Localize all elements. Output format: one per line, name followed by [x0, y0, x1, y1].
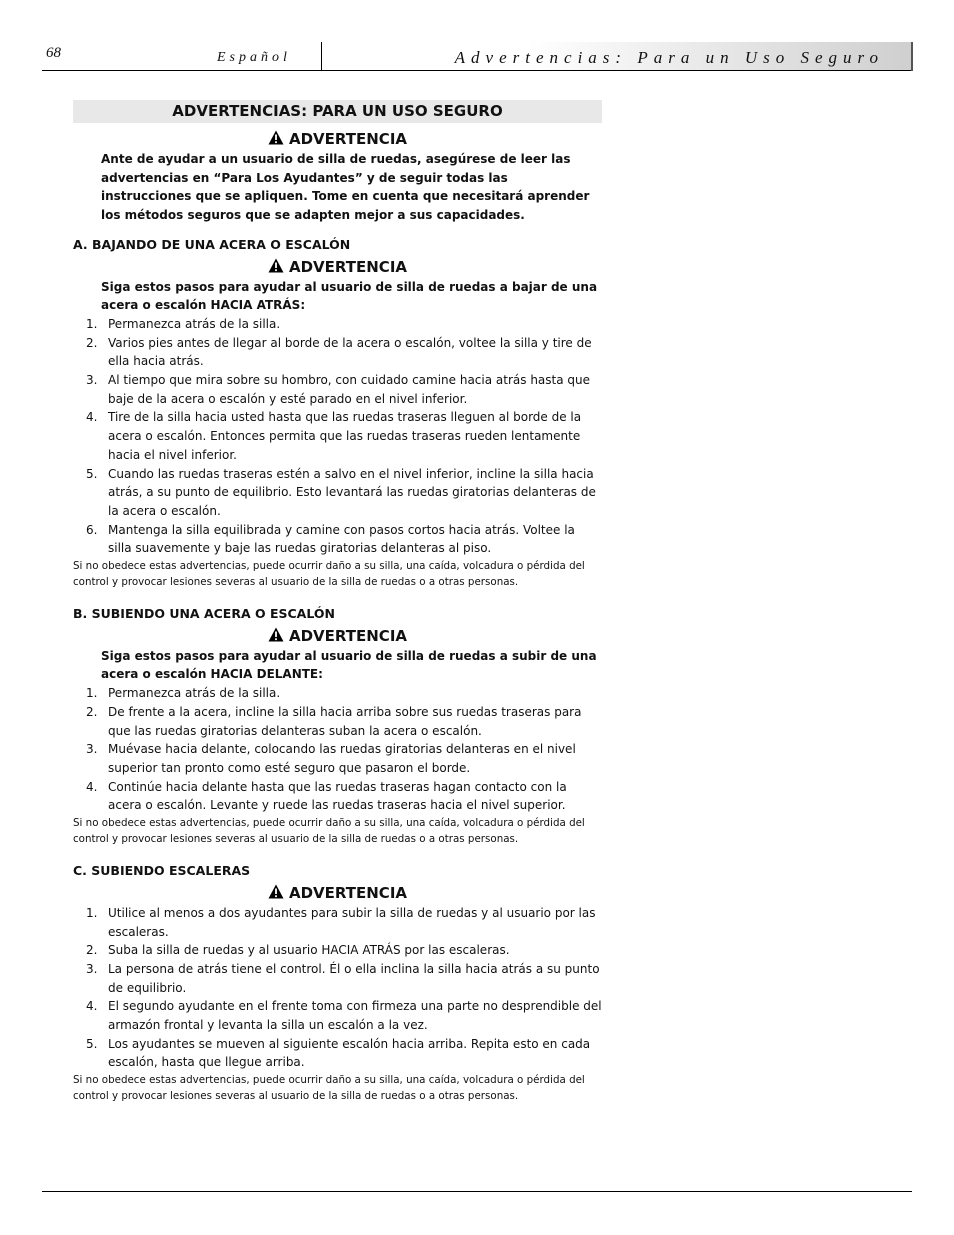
- list-item: [73, 960, 602, 997]
- warning-triangle-icon: [268, 130, 284, 145]
- warning-heading: [73, 626, 602, 646]
- section-c-title: C. SUBIENDO ESCALERAS: [73, 863, 251, 879]
- step-text: El segundo ayudante en el frente toma con firmeza una parte no desprendible del armazón frontal y levanta la silla un escalón a la vez.: [108, 999, 602, 1033]
- step-number: 1.: [86, 316, 98, 331]
- section-a-steps: [73, 315, 602, 558]
- section-a-title: A. BAJANDO DE UNA ACERA O ESCALÓN: [73, 236, 351, 252]
- list-item: [73, 1035, 602, 1072]
- warning-heading: [73, 883, 602, 903]
- section-b-title: B. SUBIENDO UNA ACERA O ESCALÓN: [73, 606, 335, 622]
- step-number: 4.: [86, 999, 98, 1014]
- step-text: Mantenga la silla equilibrada y camine con pasos cortos hacia atrás. Voltee la silla suavemente y baje las ruedas giratorias delanteras al piso.: [108, 522, 575, 556]
- page-title: ADVERTENCIAS: PARA UN USO SEGURO: [73, 100, 602, 123]
- step-number: 5.: [86, 466, 98, 481]
- main-content: [73, 100, 602, 1104]
- section-language: Español: [217, 50, 291, 65]
- list-item: [73, 315, 602, 334]
- step-number: 3.: [86, 373, 98, 388]
- warning-label: ADVERTENCIA: [288, 626, 408, 645]
- list-item: [73, 941, 602, 960]
- intro-warning-text: Ante de ayudar a un usuario de silla de ruedas, asegúrese de leer las advertencias en “Para Los Ayudantes” y de seguir todas las instrucciones que se apliquen. Tome en cuenta que necesitará aprender los métodos seguros que se adapten mejor a sus capacidades.: [101, 152, 590, 223]
- list-item: [73, 521, 602, 558]
- list-item: [73, 703, 602, 740]
- list-item: [73, 997, 602, 1034]
- step-text: Al tiempo que mira sobre su hombro, con cuidado camine hacia atrás hasta que baje de la acera o escalón y esté parado en el nivel inferior.: [108, 373, 591, 406]
- step-text: Permanezca atrás de la silla.: [108, 316, 281, 331]
- step-text: La persona de atrás tiene el control. Él o ella inclina la silla hacia atrás a su punto de equilibrio.: [108, 961, 600, 995]
- step-text: Cuando las ruedas traseras estén a salvo en el nivel inferior, incline la silla hacia atrás, a su punto de equilibrio. Esto levantará las ruedas giratorias delanteras de la acera o escalón.: [108, 466, 596, 518]
- list-item: [73, 740, 602, 777]
- header-title: Advertencias: Para un Uso Seguro: [454, 48, 884, 67]
- warning-heading: [73, 129, 602, 149]
- section-a-intro: Siga estos pasos para ayudar al usuario de silla de ruedas a bajar de una acera o escalón HACIA ATRÁS:: [101, 279, 598, 313]
- step-number: 2.: [86, 335, 98, 350]
- section-b-intro: Siga estos pasos para ayudar al usuario de silla de ruedas a subir de una acera o escalón HACIA DELANTE:: [101, 648, 597, 682]
- header-title-bar: [322, 42, 912, 71]
- list-item: [73, 334, 602, 371]
- warning-triangle-icon: [268, 627, 284, 642]
- warning-label: ADVERTENCIA: [288, 257, 408, 276]
- step-number: 1.: [86, 686, 98, 701]
- step-number: 4.: [86, 410, 98, 425]
- step-text: De frente a la acera, incline la silla hacia arriba sobre sus ruedas traseras para que las ruedas giratorias delanteras suban la acera o escalón.: [108, 704, 582, 738]
- section-b-steps: [73, 684, 602, 815]
- step-text: Los ayudantes se mueven al siguiente escalón hacia arriba. Repita esto en cada escalón, hasta que llegue arriba.: [108, 1036, 591, 1070]
- list-item: [73, 408, 602, 464]
- warning-label: ADVERTENCIA: [288, 130, 408, 148]
- step-number: 4.: [86, 779, 98, 794]
- step-text: Continúe hacia delante hasta que las ruedas traseras hagan contacto con la acera o escalón. Levante y ruede las ruedas traseras hacia el nivel superior.: [108, 779, 567, 813]
- step-number: 3.: [86, 961, 98, 976]
- warning-triangle-icon: [268, 884, 284, 899]
- list-item: [73, 904, 602, 941]
- step-text: Muévase hacia delante, colocando las ruedas giratorias delanteras en el nivel superior tan pronto como esté seguro que pasaron el borde.: [108, 742, 576, 775]
- header-edge: [911, 42, 913, 71]
- footer-rule: [42, 1191, 912, 1192]
- step-text: Suba la silla de ruedas y al usuario HACIA ATRÁS por las escaleras.: [108, 943, 510, 958]
- warning-triangle-icon: [268, 258, 284, 273]
- warning-label: ADVERTENCIA: [288, 883, 408, 902]
- step-text: Utilice al menos a dos ayudantes para subir la silla de ruedas y al usuario por las escaleras.: [108, 905, 596, 939]
- step-number: 3.: [86, 742, 98, 757]
- step-number: 6.: [86, 522, 98, 537]
- step-number: 1.: [86, 905, 98, 920]
- section-a-note: Si no obedece estas advertencias, puede ocurrir daño a su silla, una caída, volcadura o pérdida del control y provocar lesiones severas al usuario de la silla de ruedas o a otras personas.: [73, 560, 585, 588]
- step-number: 2.: [86, 704, 98, 719]
- header-left: [42, 42, 322, 71]
- list-item: [73, 371, 602, 408]
- section-c-note: Si no obedece estas advertencias, puede ocurrir daño a su silla, una caída, volcadura o pérdida del control y provocar lesiones severas al usuario de la silla de ruedas o a otras personas.: [73, 1074, 585, 1102]
- list-item: [73, 465, 602, 521]
- step-text: Permanezca atrás de la silla.: [108, 686, 281, 701]
- step-text: Tire de la silla hacia usted hasta que las ruedas traseras lleguen al borde de la acera o escalón. Entonces permita que las ruedas traseras rueden lentamente hacia el nivel inferior.: [108, 410, 582, 462]
- step-number: 2.: [86, 943, 98, 958]
- section-b-note: Si no obedece estas advertencias, puede ocurrir daño a su silla, una caída, volcadura o pérdida del control y provocar lesiones severas al usuario de la silla de ruedas o a otras personas.: [73, 817, 585, 845]
- step-number: 5.: [86, 1036, 98, 1051]
- section-c-steps: [73, 904, 602, 1072]
- list-item: [73, 778, 602, 815]
- step-text: Varios pies antes de llegar al borde de la acera o escalón, voltee la silla y tire de ella hacia atrás.: [108, 335, 592, 369]
- page-number: 68: [46, 45, 61, 61]
- list-item: [73, 684, 602, 703]
- warning-heading: [73, 257, 602, 277]
